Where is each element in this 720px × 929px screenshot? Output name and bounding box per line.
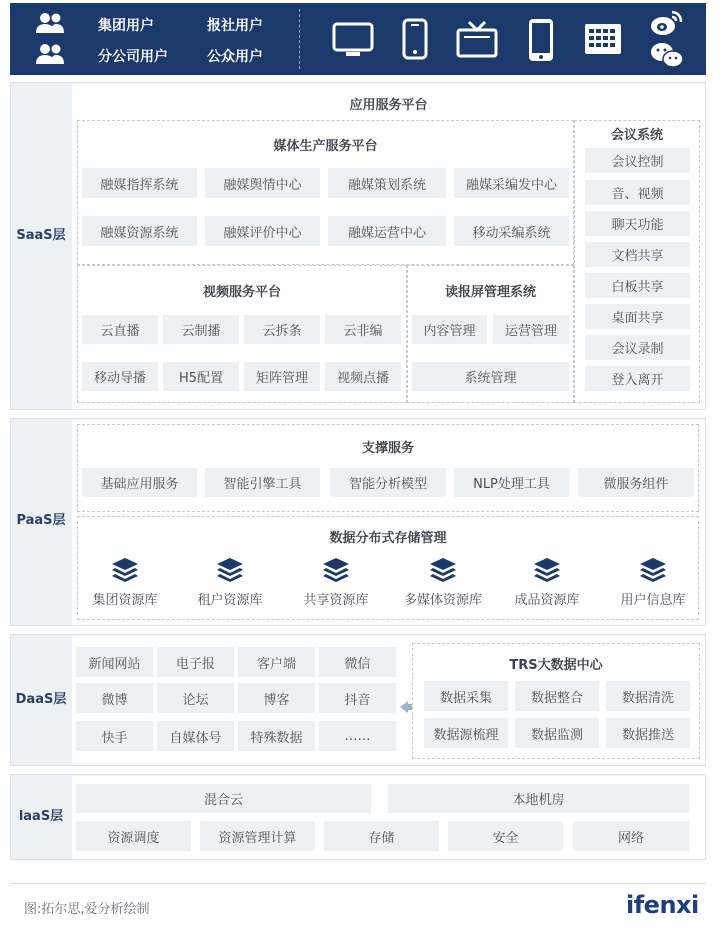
user-type-label: 公众用户 xyxy=(207,49,263,65)
data-source-item: 自媒体号 xyxy=(157,721,234,751)
layers-stack-icon xyxy=(216,557,244,583)
meeting-feature-item: 白板共享 xyxy=(585,273,690,298)
user-group-icon xyxy=(36,43,64,65)
meeting-feature-item: 文档共享 xyxy=(585,242,690,267)
meeting-feature-item: 登入离开 xyxy=(585,366,690,391)
data-source-item: 客户端 xyxy=(238,647,315,677)
data-source-item: 抖音 xyxy=(319,683,396,713)
meeting-system-title: 会议系统 xyxy=(610,128,663,143)
data-source-item: 微信 xyxy=(319,647,396,677)
support-service-item: 基础应用服务 xyxy=(82,468,197,497)
resource-library-item xyxy=(494,557,600,608)
support-services-title: 支撑服务 xyxy=(361,441,414,456)
media-system-item: 融媒策划系统 xyxy=(328,168,446,198)
data-source-item: 新闻网站 xyxy=(76,647,153,677)
data-source-item: 博客 xyxy=(238,683,315,713)
data-source-item: 微博 xyxy=(76,683,153,713)
infrastructure-item: 网络 xyxy=(573,821,689,851)
saas-layer-label: SaaS层 xyxy=(16,228,66,243)
tablet-icon xyxy=(528,18,554,62)
video-service-item: 移动导播 xyxy=(82,362,158,391)
source-caption: 图:拓尔思,爱分析绘制 xyxy=(24,902,150,917)
media-system-item: 融媒采编发中心 xyxy=(454,168,569,198)
data-center-item: 数据清洗 xyxy=(606,681,690,711)
footer-divider xyxy=(10,883,706,884)
infrastructure-item: 安全 xyxy=(448,821,563,851)
meeting-feature-item: 音、视频 xyxy=(585,180,690,205)
user-device-bar xyxy=(10,3,706,75)
support-service-item: 智能分析模型 xyxy=(330,468,446,497)
distributed-storage-title: 数据分布式存储管理 xyxy=(329,531,447,546)
layers-stack-icon xyxy=(639,557,667,583)
resource-library-item xyxy=(600,557,706,608)
media-production-title: 媒体生产服务平台 xyxy=(273,139,378,154)
user-type-label: 集团用户 xyxy=(98,18,154,34)
daas-layer-label: DaaS层 xyxy=(15,692,67,707)
media-system-item: 融媒资源系统 xyxy=(82,216,197,246)
layers-stack-icon xyxy=(429,557,457,583)
media-system-item: 融媒舆情中心 xyxy=(205,168,320,198)
infrastructure-item: 资源管理计算 xyxy=(200,821,315,851)
screen-system-item: 系统管理 xyxy=(412,362,569,391)
video-service-item: 云直播 xyxy=(82,315,158,344)
screen-system-item: 运营管理 xyxy=(493,315,569,344)
media-system-item: 移动采编系统 xyxy=(454,216,569,246)
infrastructure-item: 存储 xyxy=(324,821,439,851)
media-system-item: 融媒运营中心 xyxy=(328,216,446,246)
media-system-item: 融媒指挥系统 xyxy=(82,168,197,198)
video-service-title: 视频服务平台 xyxy=(202,285,281,300)
phone-icon xyxy=(402,18,428,60)
video-service-item: 云拆条 xyxy=(244,315,320,344)
data-center-item: 数据整合 xyxy=(515,681,599,711)
screen-system-item: 内容管理 xyxy=(412,315,487,344)
layers-stack-icon xyxy=(533,557,561,583)
user-type-label: 报社用户 xyxy=(207,18,263,34)
video-service-item: 云制播 xyxy=(163,315,239,344)
app-service-platform-title: 应用服务平台 xyxy=(349,98,428,113)
meeting-feature-item: 会议录制 xyxy=(585,335,690,360)
resource-library-item xyxy=(177,557,283,608)
user-group-icon xyxy=(36,12,64,34)
layers-stack-icon xyxy=(111,557,139,583)
video-service-item: H5配置 xyxy=(163,362,239,391)
resource-library-label: 用户信息库 xyxy=(620,593,686,608)
resource-library-label: 租户资源库 xyxy=(197,593,263,608)
data-source-item: 快手 xyxy=(76,721,153,751)
resource-library-item xyxy=(72,557,178,608)
resource-library-item xyxy=(386,557,500,608)
meeting-feature-item: 聊天功能 xyxy=(585,211,690,236)
divider xyxy=(299,9,300,69)
support-service-item: NLP处理工具 xyxy=(454,468,569,497)
resource-library-label: 集团资源库 xyxy=(92,593,158,608)
support-service-item: 智能引擎工具 xyxy=(205,468,320,497)
ifenxi-logo: ifenxi xyxy=(626,891,699,919)
video-service-item: 云非编 xyxy=(325,315,401,344)
data-center-item: 数据采集 xyxy=(424,681,508,711)
video-service-item: 矩阵管理 xyxy=(244,362,320,391)
resource-library-label: 多媒体资源库 xyxy=(403,593,482,608)
data-source-item: 特殊数据 xyxy=(238,721,315,751)
data-center-item: 数据监测 xyxy=(515,718,599,748)
resource-library-item xyxy=(283,557,389,608)
tv-icon xyxy=(456,20,498,58)
support-service-item: 微服务组件 xyxy=(578,468,694,497)
data-center-item: 数据源梳理 xyxy=(424,718,508,748)
resource-library-label: 成品资源库 xyxy=(514,593,580,608)
data-source-item: 论坛 xyxy=(157,683,234,713)
infrastructure-item: 本地机房 xyxy=(388,784,689,813)
wechat-icon xyxy=(650,41,684,69)
paas-layer-label: PaaS层 xyxy=(16,513,66,528)
iaas-layer-label: laaS层 xyxy=(18,809,64,824)
meeting-feature-item: 会议控制 xyxy=(585,148,690,173)
media-system-item: 融媒评价中心 xyxy=(205,216,320,246)
video-service-item: 视频点播 xyxy=(325,362,401,391)
user-type-label: 分公司用户 xyxy=(98,49,168,65)
infrastructure-item: 混合云 xyxy=(76,784,371,813)
keyboard-icon xyxy=(584,23,622,55)
meeting-feature-item: 桌面共享 xyxy=(585,304,690,329)
reading-screen-title: 读报屏管理系统 xyxy=(444,285,536,300)
layers-stack-icon xyxy=(322,557,350,583)
data-source-item: …… xyxy=(319,721,396,751)
trs-big-data-center-title: TRS大数据中心 xyxy=(509,658,603,673)
monitor-icon xyxy=(332,22,374,58)
resource-library-label: 共享资源库 xyxy=(303,593,369,608)
weibo-icon xyxy=(650,9,684,37)
data-source-item: 电子报 xyxy=(157,647,234,677)
data-center-item: 数据推送 xyxy=(606,718,690,748)
infrastructure-item: 资源调度 xyxy=(76,821,191,851)
